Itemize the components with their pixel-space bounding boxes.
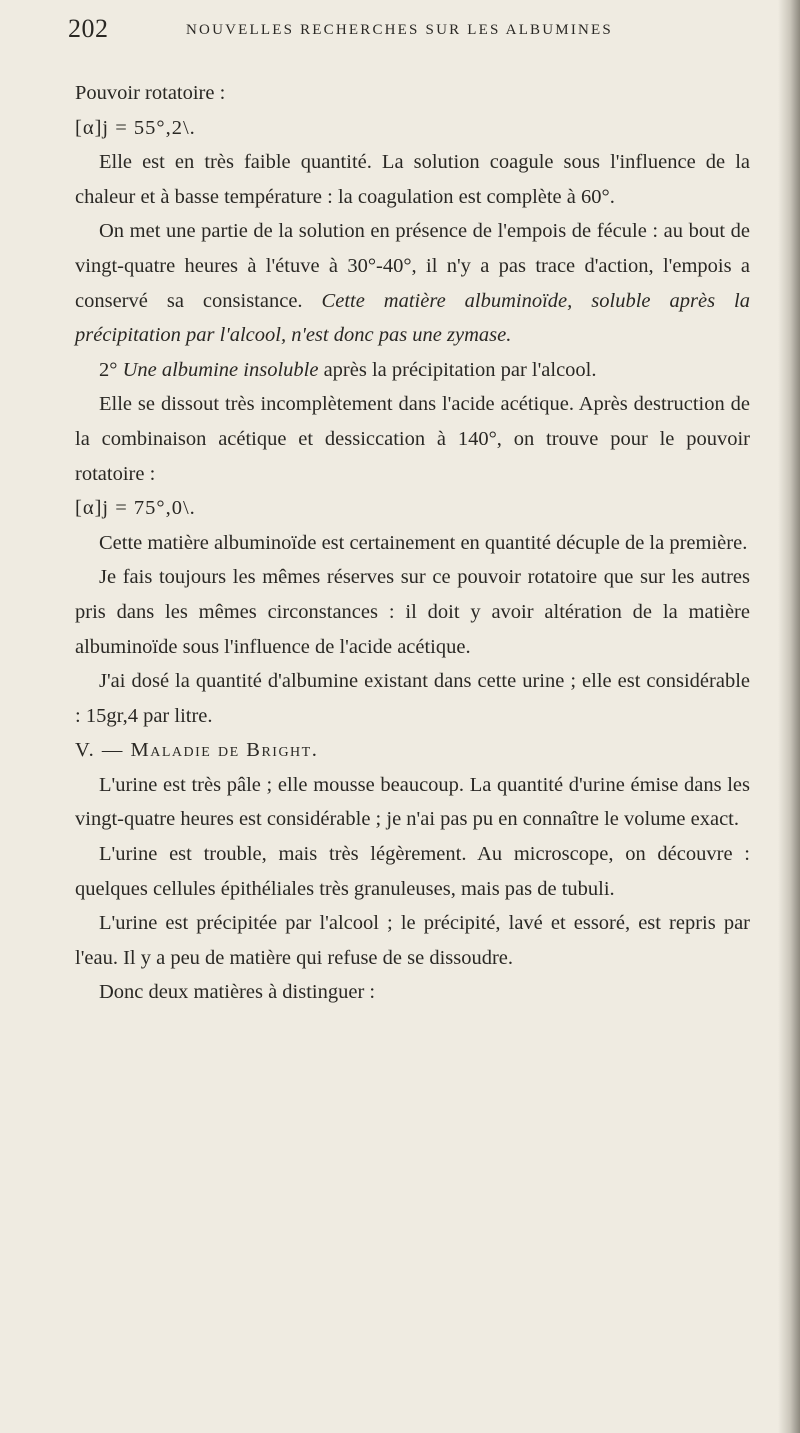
italic-heading: Une albumine insoluble <box>122 358 319 381</box>
paragraph: J'ai dosé la quantité d'albumine existant dans cette urine ; elle est considérable : 15gr,4 par litre. <box>75 670 750 727</box>
page-edge-shadow <box>778 0 800 1433</box>
running-head: NOUVELLES RECHERCHES SUR LES ALBUMINES <box>186 22 613 38</box>
text-run: après la précipitation par l'alcool. <box>318 358 597 381</box>
section-title: V. — Maladie de Bright. <box>75 739 319 762</box>
paragraph: L'urine est très pâle ; elle mousse beaucoup. La quantité d'urine émise dans les vingt-quatre heures est considérable ; je n'ai pas pu en connaître le volume exact. <box>75 773 750 831</box>
rotatory-power-formula: [α]j = 55°,2\. <box>75 116 196 139</box>
page-number: 202 <box>68 14 109 43</box>
rotatory-power-formula: [α]j = 75°,0\. <box>75 497 196 520</box>
paragraph: Elle est en très faible quantité. La solution coagule sous l'influence de la chaleur et à basse température : la coagulation est complète à 60°. <box>75 151 750 208</box>
paragraph: Je fais toujours les mêmes réserves sur ce pouvoir rotatoire que sur les autres pris dans les mêmes circonstances : il doit y avoir altération de la matière albuminoïde sous l'influence de l'acide acétique. <box>75 566 750 658</box>
paragraph: Cette matière albuminoïde est certainement en quantité décuple de la première. <box>99 531 748 554</box>
paragraph: Elle se dissout très incomplètement dans l'acide acétique. Après destruction de la combinaison acétique et dessiccation à 140°, on trouve pour le pouvoir rotatoire : <box>75 393 750 485</box>
paragraph: L'urine est trouble, mais très légèrement. Au microscope, on découvre : quelques cellules épithéliales très granuleuses, mais pas de tubuli. <box>75 843 750 900</box>
paragraph <box>75 214 750 352</box>
item-number: 2° <box>99 358 123 381</box>
paragraph: L'urine est précipitée par l'alcool ; le précipité, lavé et essoré, est repris par l'eau. Il y a peu de matière qui refuse de se dissoudre. <box>75 912 750 969</box>
paragraph <box>75 353 750 388</box>
paragraph: Donc deux matières à distinguer : <box>99 981 376 1004</box>
text-run: On met une partie de la solution en présence de l'empois de fécule : au bout de vingt-quatre heures à l'étuve à 30°-40°, il n'y a pas trace d'action, l'empois a conservé sa consistance. <box>75 220 750 312</box>
page-body <box>75 76 750 1010</box>
italic-conclusion: Cette matière albuminoïde, soluble après la précipitation par l'alcool, n'est donc pas une zymase. <box>75 289 750 347</box>
page-header <box>68 14 738 58</box>
paragraph: Pouvoir rotatoire : <box>75 82 226 104</box>
